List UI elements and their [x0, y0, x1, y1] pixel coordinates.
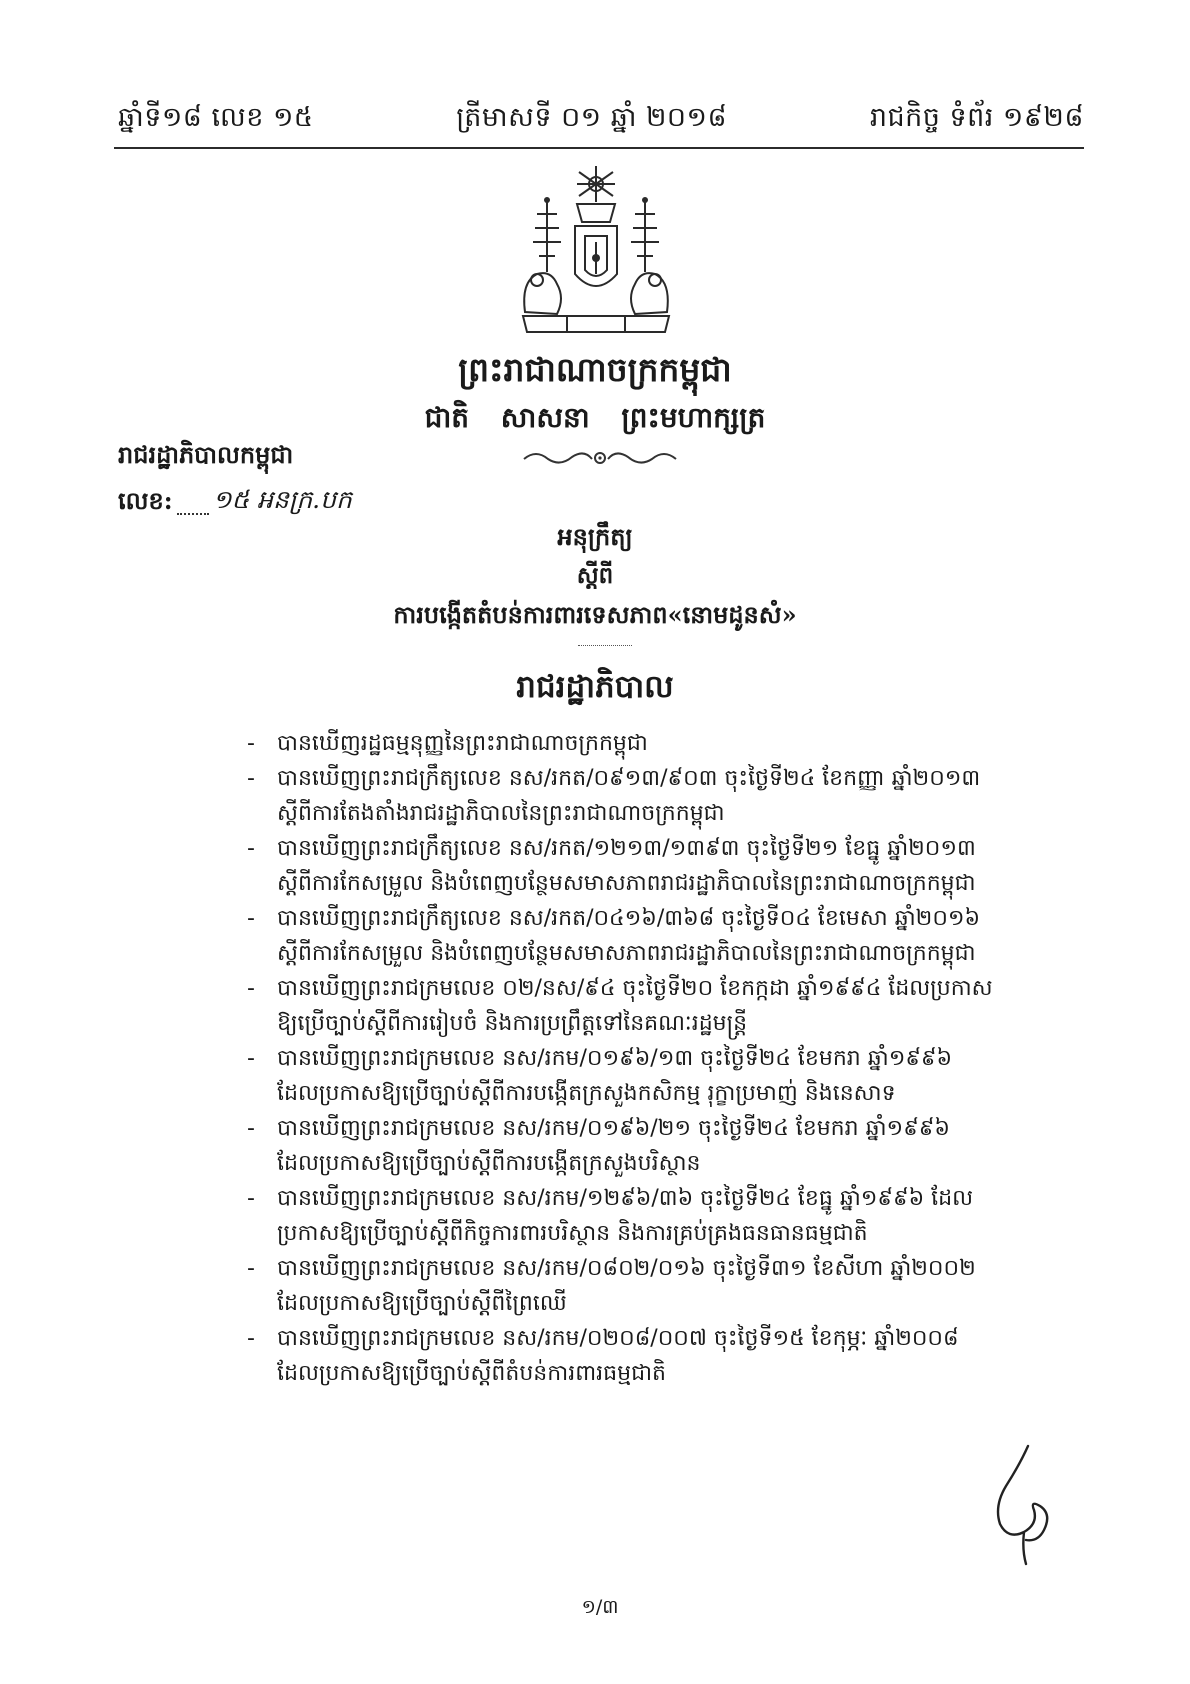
citation-line-continued: ដែលប្រកាសឱ្យប្រើច្បាប់ស្តីពីតំបន់ការពារធម្មជាតិ — [277, 1361, 666, 1386]
citation-line: - បានឃើញព្រះរាជក្រឹត្យលេខ នស/រកត/០៩១៣/៩០៣ ចុះថ្ងៃទី២៤ ខែកញ្ញា ឆ្នាំ២០១៣ — [277, 766, 981, 791]
royal-arms-emblem-icon — [507, 162, 685, 340]
initials-signature-icon — [980, 1440, 1070, 1570]
citation-line: - បានឃើញព្រះរាជក្រមលេខ នស/រកម/០២០៨/០០៧ ចុះថ្ងៃទី១៥ ខែកុម្ភៈ ឆ្នាំ២០០៨ — [277, 1326, 959, 1351]
gazette-quarter: ត្រីមាសទី ០១ ឆ្នាំ ២០១៨ — [456, 102, 728, 133]
citation-line-continued: ស្តីពីការកែសម្រួល និងបំពេញបន្ថែមសមាសភាពរាជរដ្ឋាភិបាលនៃព្រះរាជាណាចក្រកម្ពុជា — [277, 941, 976, 966]
citation-line-continued: ដែលប្រកាសឱ្យប្រើច្បាប់ស្តីពីការបង្កើតក្រសួងបរិស្ថាន — [277, 1151, 701, 1176]
document-number — [118, 485, 352, 521]
citation-item — [247, 901, 1037, 971]
document-type: អនុក្រឹត្យ — [557, 522, 633, 551]
citation-item — [247, 761, 1037, 831]
document-number-label: លេខ: — [118, 486, 173, 515]
citation-item — [247, 726, 1037, 761]
citation-item — [247, 1181, 1037, 1251]
gazette-header — [118, 92, 1084, 140]
body-heading: រាជរដ្ឋាភិបាល — [516, 669, 674, 705]
citation-line: - បានឃើញព្រះរាជក្រឹត្យលេខ នស/រកត/០៤១៦/៣៦៨ ចុះថ្ងៃទី០៤ ខែមេសា ឆ្នាំ២០១៦ — [277, 906, 981, 931]
kingdom-title: ព្រះរាជាណាចក្រកម្ពុជា — [458, 350, 732, 389]
citation-line: - បានឃើញព្រះរាជក្រមលេខ នស/រកម/០១៩៦/២១ ចុះថ្ងៃទី២៤ ខែមករា ឆ្នាំ១៩៩៦ — [277, 1116, 950, 1141]
citation-item — [247, 1321, 1037, 1391]
page-number: ១/៣ — [581, 1596, 619, 1618]
citation-item — [247, 1041, 1037, 1111]
citation-line-continued: ដែលប្រកាសឱ្យប្រើច្បាប់ស្តីពីការបង្កើតក្រសួងកសិកម្ម រុក្ខាប្រមាញ់ និងនេសាទ — [277, 1081, 896, 1106]
citation-item — [247, 831, 1037, 901]
document-subject: ការបង្កើតតំបន់ការពារទេសភាព«នោមដូនសំ» — [393, 600, 797, 629]
citation-line: - បានឃើញព្រះរាជក្រមលេខ ០២/នស/៩៤ ចុះថ្ងៃទី២០ ខែកក្កដា ឆ្នាំ១៩៩៤ ដែលប្រកាស — [277, 976, 993, 1001]
citation-line: - បានឃើញរដ្ឋធម្មនុញ្ញនៃព្រះរាជាណាចក្រកម្ពុជា — [277, 731, 648, 756]
citation-line: - បានឃើញព្រះរាជក្រមលេខ នស/រកម/០៨០២/០១៦ ចុះថ្ងៃទី៣១ ខែសីហា ឆ្នាំ២០០២ — [277, 1256, 976, 1281]
citation-item — [247, 971, 1037, 1041]
header-rule — [114, 147, 1084, 149]
gazette-page: រាជកិច្ច ទំព័រ ១៩២៨ — [869, 102, 1084, 133]
document-about: ស្តីពី — [576, 562, 614, 589]
citation-list — [247, 726, 1037, 1391]
ornament-flourish-icon — [520, 447, 680, 469]
citation-line-continued: ប្រកាសឱ្យប្រើច្បាប់ស្តីពីកិច្ចការពារបរិស្ថាន និងការគ្រប់គ្រងធនធានធម្មជាតិ — [277, 1221, 868, 1246]
issuer-label: រាជរដ្ឋាភិបាលកម្ពុជា — [118, 440, 294, 469]
citation-line-continued: ស្តីពីការតែងតាំងរាជរដ្ឋាភិបាលនៃព្រះរាជាណាចក្រកម្ពុជា — [277, 801, 725, 826]
citation-line-continued: ស្តីពីការកែសម្រួល និងបំពេញបន្ថែមសមាសភាពរាជរដ្ឋាភិបាលនៃព្រះរាជាណាចក្រកម្ពុជា — [277, 871, 976, 896]
gazette-year-issue: ឆ្នាំទី១៨ លេខ ១៥ — [118, 102, 314, 133]
citation-line: - បានឃើញព្រះរាជក្រមលេខ នស/រកម/០១៩៦/១៣ ចុះថ្ងៃទី២៤ ខែមករា ឆ្នាំ១៩៩៦ — [277, 1046, 953, 1071]
citation-line-continued: ដែលប្រកាសឱ្យប្រើច្បាប់ស្តីពីព្រៃឈើ — [277, 1291, 567, 1316]
citation-item — [247, 1111, 1037, 1181]
citation-item — [247, 1251, 1037, 1321]
national-motto: ជាតិ សាសនា ព្រះមហាក្សត្រ — [424, 401, 766, 434]
citation-line-continued: ឱ្យប្រើច្បាប់ស្តីពីការរៀបចំ និងការប្រព្រឹត្តទៅនៃគណៈរដ្ឋមន្ត្រី — [277, 1011, 748, 1036]
citation-line: - បានឃើញព្រះរាជក្រមលេខ នស/រកម/១២៩៦/៣៦ ចុះថ្ងៃទី២៤ ខែធ្នូ ឆ្នាំ១៩៩៦ ដែល — [277, 1186, 974, 1211]
document-number-value: ១៥ អនក្រ.បក — [212, 485, 352, 514]
citation-line: - បានឃើញព្រះរាជក្រឹត្យលេខ នស/រកត/១២១៣/១៣៩៣ ចុះថ្ងៃទី២១ ខែធ្នូ ឆ្នាំ២០១៣ — [277, 836, 976, 861]
dotted-leader — [177, 513, 209, 515]
title-divider — [578, 645, 632, 646]
